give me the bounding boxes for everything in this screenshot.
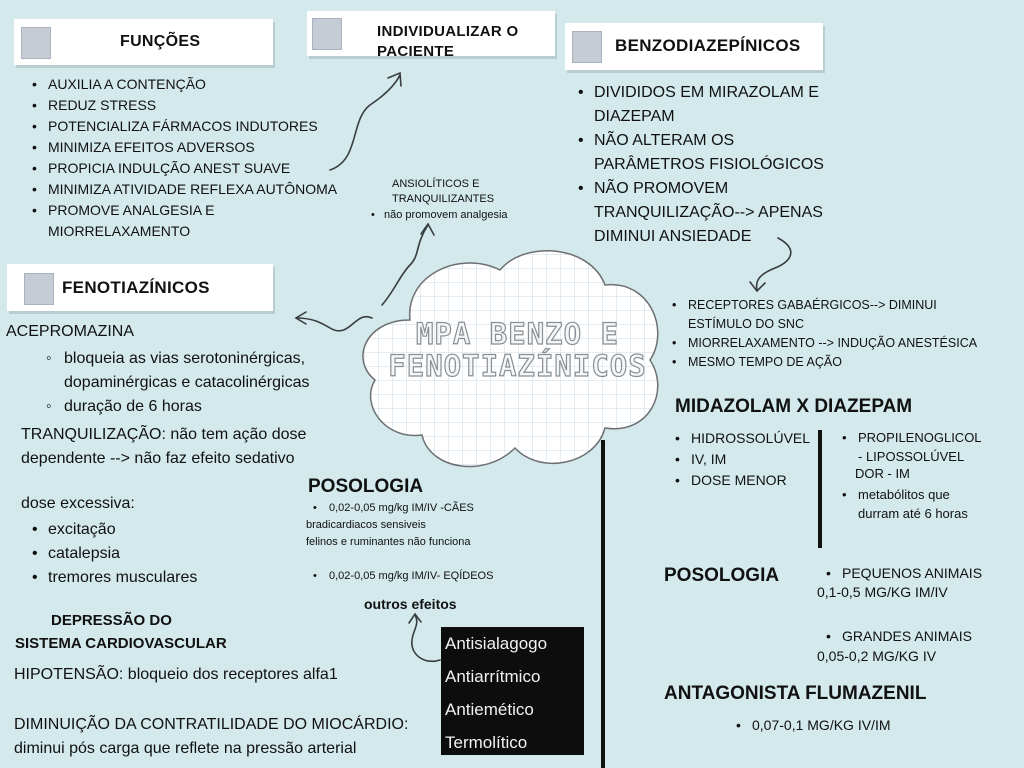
- midazolam-right-list-2: [842, 485, 1012, 523]
- list-item: • POTENCIALIZA FÁRMACOS INDUTORES: [32, 116, 372, 137]
- benzo-title: BENZODIAZEPÍNICOS: [615, 36, 801, 55]
- feno-depressao: DEPRESSÃO DO SISTEMA CARDIOVASCULAR: [15, 612, 227, 652]
- ansioliticos-list: [371, 208, 508, 223]
- individualizar-card: [307, 11, 555, 56]
- list-item: • IV, IM: [675, 449, 810, 470]
- list-item: • MINIMIZA EFEITOS ADVERSOS: [32, 137, 372, 158]
- posologia-benzo-list: [826, 563, 982, 583]
- posologia-benzo-value-1: 0,1-0,5 MG/KG IM/IV: [817, 584, 948, 600]
- posologia-feno-list: [313, 500, 474, 516]
- feno-drug: ACEPROMAZINA: [6, 323, 135, 340]
- midazolam-right-note: DOR - IM: [855, 466, 910, 481]
- card-square-icon: [312, 18, 342, 50]
- list-item: • catalepsia: [32, 542, 197, 566]
- list-item: • 0,07-0,1 MG/KG IV/IM: [736, 715, 891, 735]
- list-item: • 0,02-0,05 mg/kg IM/IV- EQÍDEOS: [313, 568, 493, 584]
- list-item: • tremores musculares: [32, 566, 197, 590]
- ansioliticos-heading: ANSIOLÍTICOS E TRANQUILIZANTES: [392, 178, 495, 205]
- list-item: • 0,02-0,05 mg/kg IM/IV -CÃES: [313, 500, 474, 516]
- list-item: • PEQUENOS ANIMAIS: [826, 563, 982, 583]
- cloud-title: [370, 318, 665, 382]
- effect-item: Termolítico: [445, 733, 528, 752]
- list-item: • NÃO PROMOVEM TRANQUILIZAÇÃO--> APENAS DIMINUI ANSIEDADE: [578, 177, 868, 249]
- list-item: • metabólitos que durram até 6 horas: [842, 485, 1012, 523]
- feno-dose-excessiva: dose excessiva:: [21, 495, 135, 512]
- list-item: ◦ bloqueia as vias serotoninérgicas, dopaminérgicas e catacolinérgicas: [46, 347, 366, 395]
- feno-dose-list: [32, 518, 197, 590]
- benzo-list: [578, 81, 868, 249]
- outros-efeitos-title: outros efeitos: [364, 596, 457, 612]
- arrow-head: [296, 312, 306, 324]
- posologia-feno-list-2: [313, 568, 493, 584]
- card-square-icon: [21, 27, 51, 59]
- cloud-title-line1: MPA BENZO E: [415, 317, 620, 351]
- antagonista-title: ANTAGONISTA FLUMAZENIL: [664, 683, 927, 704]
- card-square-icon: [572, 31, 602, 63]
- midazolam-title: MIDAZOLAM X DIAZEPAM: [675, 396, 913, 417]
- antagonista-list: [736, 715, 891, 735]
- feno-title: FENOTIAZÍNICOS: [62, 278, 210, 297]
- list-item: • excitação: [32, 518, 197, 542]
- posologia-feno-title: POSOLOGIA: [308, 476, 424, 497]
- arrow-head: [750, 282, 765, 291]
- benzo-receptors-list: [672, 296, 1017, 372]
- feno-drug-list: [46, 347, 366, 419]
- center-divider: [601, 440, 605, 768]
- arrow-head: [388, 73, 401, 86]
- list-item: • MIORRELAXAMENTO --> INDUÇÃO ANESTÉSICA: [672, 334, 1017, 353]
- individualizar-title: INDIVIDUALIZAR O PACIENTE: [377, 23, 519, 56]
- list-item: • MINIMIZA ATIVIDADE REFLEXA AUTÔNOMA: [32, 179, 372, 200]
- benzo-card: [565, 23, 823, 70]
- feno-hipotensao: HIPOTENSÃO: bloqueio dos receptores alfa1: [14, 666, 338, 683]
- list-item: • HIDROSSOLÚVEL: [675, 428, 810, 449]
- list-item: • DOSE MENOR: [675, 470, 810, 491]
- posologia-feno-note: bradicardiacos sensiveis felinos e ruminantes não funciona: [306, 519, 471, 548]
- midazolam-right-list: [842, 428, 1012, 466]
- list-item: • AUXILIA A CONTENÇÃO: [32, 74, 372, 95]
- list-item: • GRANDES ANIMAIS: [826, 626, 972, 646]
- posologia-benzo-list-2: [826, 626, 972, 646]
- effect-item: Antiarrítmico: [445, 667, 541, 686]
- posologia-benzo-value-2: 0,05-0,2 MG/KG IV: [817, 648, 937, 664]
- arrow-head: [421, 224, 434, 235]
- list-item: • REDUZ STRESS: [32, 95, 372, 116]
- funcoes-title: FUNÇÕES: [120, 33, 201, 50]
- list-item: ◦ duração de 6 horas: [46, 395, 366, 419]
- list-item: • não promovem analgesia: [371, 208, 508, 223]
- feno-tranq: TRANQUILIZAÇÃO: não tem ação dose dependente --> não faz efeito sedativo: [21, 426, 307, 467]
- feno-diminuicao: DIMINUIÇÃO DA CONTRATILIDADE DO MIOCÁRDIO: diminui pós carga que reflete na pressão arterial: [14, 716, 409, 757]
- list-item: • DIVIDIDOS EM MIRAZOLAM E DIAZEPAM: [578, 81, 868, 129]
- midazolam-divider: [818, 430, 822, 548]
- effect-item: Antisialagogo: [445, 634, 548, 653]
- list-item: • PROPICIA INDULÇÃO ANEST SUAVE: [32, 158, 372, 179]
- list-item: • PROPILENOGLICOL - LIPOSSOLÚVEL: [842, 428, 1012, 466]
- effect-item: Antiemético: [445, 700, 534, 719]
- posologia-benzo-title: POSOLOGIA: [664, 565, 780, 586]
- card-square-icon: [24, 273, 54, 305]
- outros-efeitos-box: [441, 627, 584, 755]
- midazolam-left-list: [675, 428, 810, 491]
- list-item: • NÃO ALTERAM OS PARÂMETROS FISIOLÓGICOS: [578, 129, 868, 177]
- list-item: • RECEPTORES GABAÉRGICOS--> DIMINUI ESTÍMULO DO SNC: [672, 296, 1017, 334]
- funcoes-list: [32, 74, 372, 242]
- arrow-outros-efeitos: [412, 615, 440, 661]
- arrow-head: [409, 614, 421, 623]
- feno-card: [7, 264, 273, 311]
- list-item: • MESMO TEMPO DE AÇÃO: [672, 353, 1017, 372]
- funcoes-card: [14, 19, 273, 65]
- cloud-title-line2: FENOTIAZÍNICOS: [388, 349, 647, 383]
- list-item: • PROMOVE ANALGESIA E MIORRELAXAMENTO: [32, 200, 372, 242]
